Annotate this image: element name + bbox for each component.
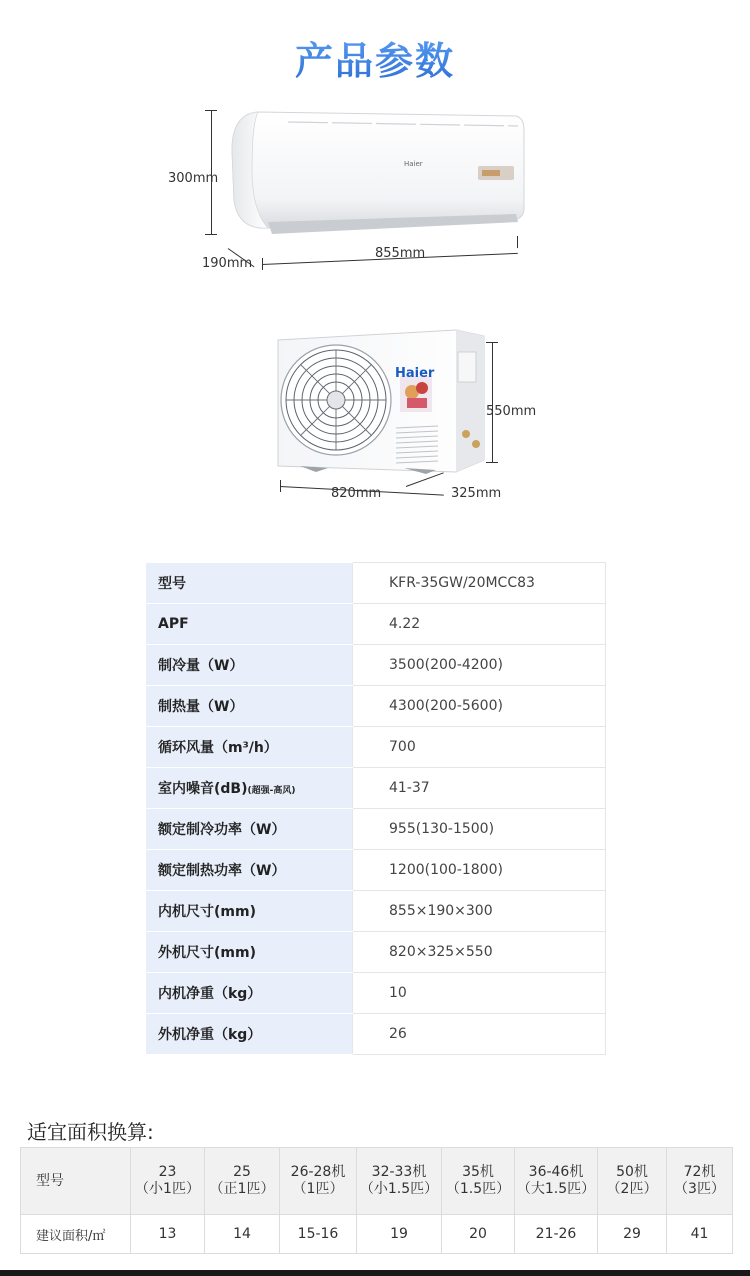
area-value: 21-26 (515, 1215, 598, 1254)
outdoor-height-tick-top (486, 342, 498, 343)
area-table (20, 1147, 733, 1254)
spec-table (146, 562, 606, 1055)
horsepower: （1匹） (292, 1181, 344, 1197)
horsepower: （正1匹） (209, 1181, 275, 1197)
spec-label: 内机尺寸(mm) (146, 891, 353, 932)
outdoor-width-tick-left (280, 480, 281, 492)
model-number: 25 (233, 1164, 251, 1180)
area-section-title: 适宜面积换算: (27, 1120, 154, 1144)
table-row (146, 604, 606, 645)
spec-label: 额定制冷功率（W） (146, 809, 353, 850)
indoor-width-label: 855mm (375, 246, 426, 261)
area-value: 29 (598, 1215, 667, 1254)
spec-value: 26 (353, 1014, 606, 1055)
indoor-brand-logo: Haier (404, 160, 423, 168)
area-header-row (21, 1148, 733, 1215)
model-number: 36-46机 (528, 1164, 584, 1180)
indoor-height-label: 300mm (168, 171, 219, 186)
table-row (146, 891, 606, 932)
spec-label: 循环风量（m³/h） (146, 727, 353, 768)
outdoor-brand-logo: Haier (395, 366, 435, 381)
area-value: 15-16 (280, 1215, 357, 1254)
spec-value: 10 (353, 973, 606, 1014)
area-value: 20 (442, 1215, 515, 1254)
horsepower: （小1.5匹） (359, 1181, 439, 1197)
model-number: 23 (158, 1164, 177, 1180)
spec-label: 制冷量（W） (146, 645, 353, 686)
area-model-cell (280, 1148, 357, 1215)
spec-label: 额定制热功率（W） (146, 850, 353, 891)
horsepower: （3匹） (674, 1181, 725, 1197)
outdoor-height-label: 550mm (486, 404, 537, 419)
page-title: 产品参数 (0, 30, 750, 85)
indoor-unit-image (228, 110, 526, 238)
table-row (146, 850, 606, 891)
outdoor-height-line (492, 342, 493, 462)
model-number: 50机 (616, 1164, 648, 1180)
indoor-depth-label: 190mm (202, 256, 253, 271)
horsepower: （1.5匹） (445, 1181, 511, 1197)
spec-label-with-note (146, 768, 353, 809)
area-value: 41 (667, 1215, 733, 1254)
spec-value: 3500(200-4200) (353, 645, 606, 686)
spec-label: 型号 (146, 563, 353, 604)
area-row-label: 建议面积/㎡ (21, 1215, 131, 1254)
area-header-label: 型号 (21, 1148, 131, 1215)
spec-label: 制热量（W） (146, 686, 353, 727)
table-row (146, 645, 606, 686)
spec-value: 955(130-1500) (353, 809, 606, 850)
table-row (146, 1014, 606, 1055)
model-number: 32-33机 (371, 1164, 427, 1180)
spec-label-note: (超强-高风) (247, 786, 296, 796)
spec-value: 4300(200-5600) (353, 686, 606, 727)
area-value: 14 (205, 1215, 280, 1254)
area-model-cell (515, 1148, 598, 1215)
spec-value: 855×190×300 (353, 891, 606, 932)
spec-label: 外机净重（kg） (146, 1014, 353, 1055)
outdoor-unit-image (276, 322, 486, 480)
outdoor-width-label: 820mm (331, 486, 382, 501)
spec-value: 4.22 (353, 604, 606, 645)
area-model-cell (131, 1148, 205, 1215)
spec-label: 内机净重（kg） (146, 973, 353, 1014)
area-model-cell (357, 1148, 442, 1215)
area-model-cell (442, 1148, 515, 1215)
outdoor-height-tick-bottom (486, 462, 498, 463)
table-row (146, 727, 606, 768)
model-number: 26-28机 (290, 1164, 346, 1180)
bottom-divider (0, 1270, 750, 1276)
spec-value: 820×325×550 (353, 932, 606, 973)
height-tick-top (205, 110, 217, 111)
area-value-row (21, 1215, 733, 1254)
table-row (146, 932, 606, 973)
table-row (146, 768, 606, 809)
outdoor-depth-label: 325mm (451, 486, 502, 501)
spec-label: 外机尺寸(mm) (146, 932, 353, 973)
table-row (146, 973, 606, 1014)
spec-value: KFR-35GW/20MCC83 (353, 563, 606, 604)
width-tick-left (262, 258, 263, 270)
area-model-cell (667, 1148, 733, 1215)
table-row (146, 809, 606, 850)
area-value: 19 (357, 1215, 442, 1254)
spec-value: 1200(100-1800) (353, 850, 606, 891)
area-model-cell (205, 1148, 280, 1215)
spec-value: 41-37 (353, 768, 606, 809)
table-row (146, 563, 606, 604)
area-value: 13 (131, 1215, 205, 1254)
height-tick-bottom (205, 234, 217, 235)
spec-value: 700 (353, 727, 606, 768)
width-tick-right (517, 236, 518, 248)
spec-label: APF (146, 604, 353, 645)
horsepower: （大1.5匹） (516, 1181, 596, 1197)
area-model-cell (598, 1148, 667, 1215)
horsepower: （2匹） (606, 1181, 658, 1197)
table-row (146, 686, 606, 727)
model-number: 35机 (462, 1164, 494, 1180)
model-number: 72机 (683, 1164, 716, 1180)
spec-label: 室内噪音(dB) (158, 781, 248, 797)
horsepower: （小1匹） (135, 1181, 200, 1197)
